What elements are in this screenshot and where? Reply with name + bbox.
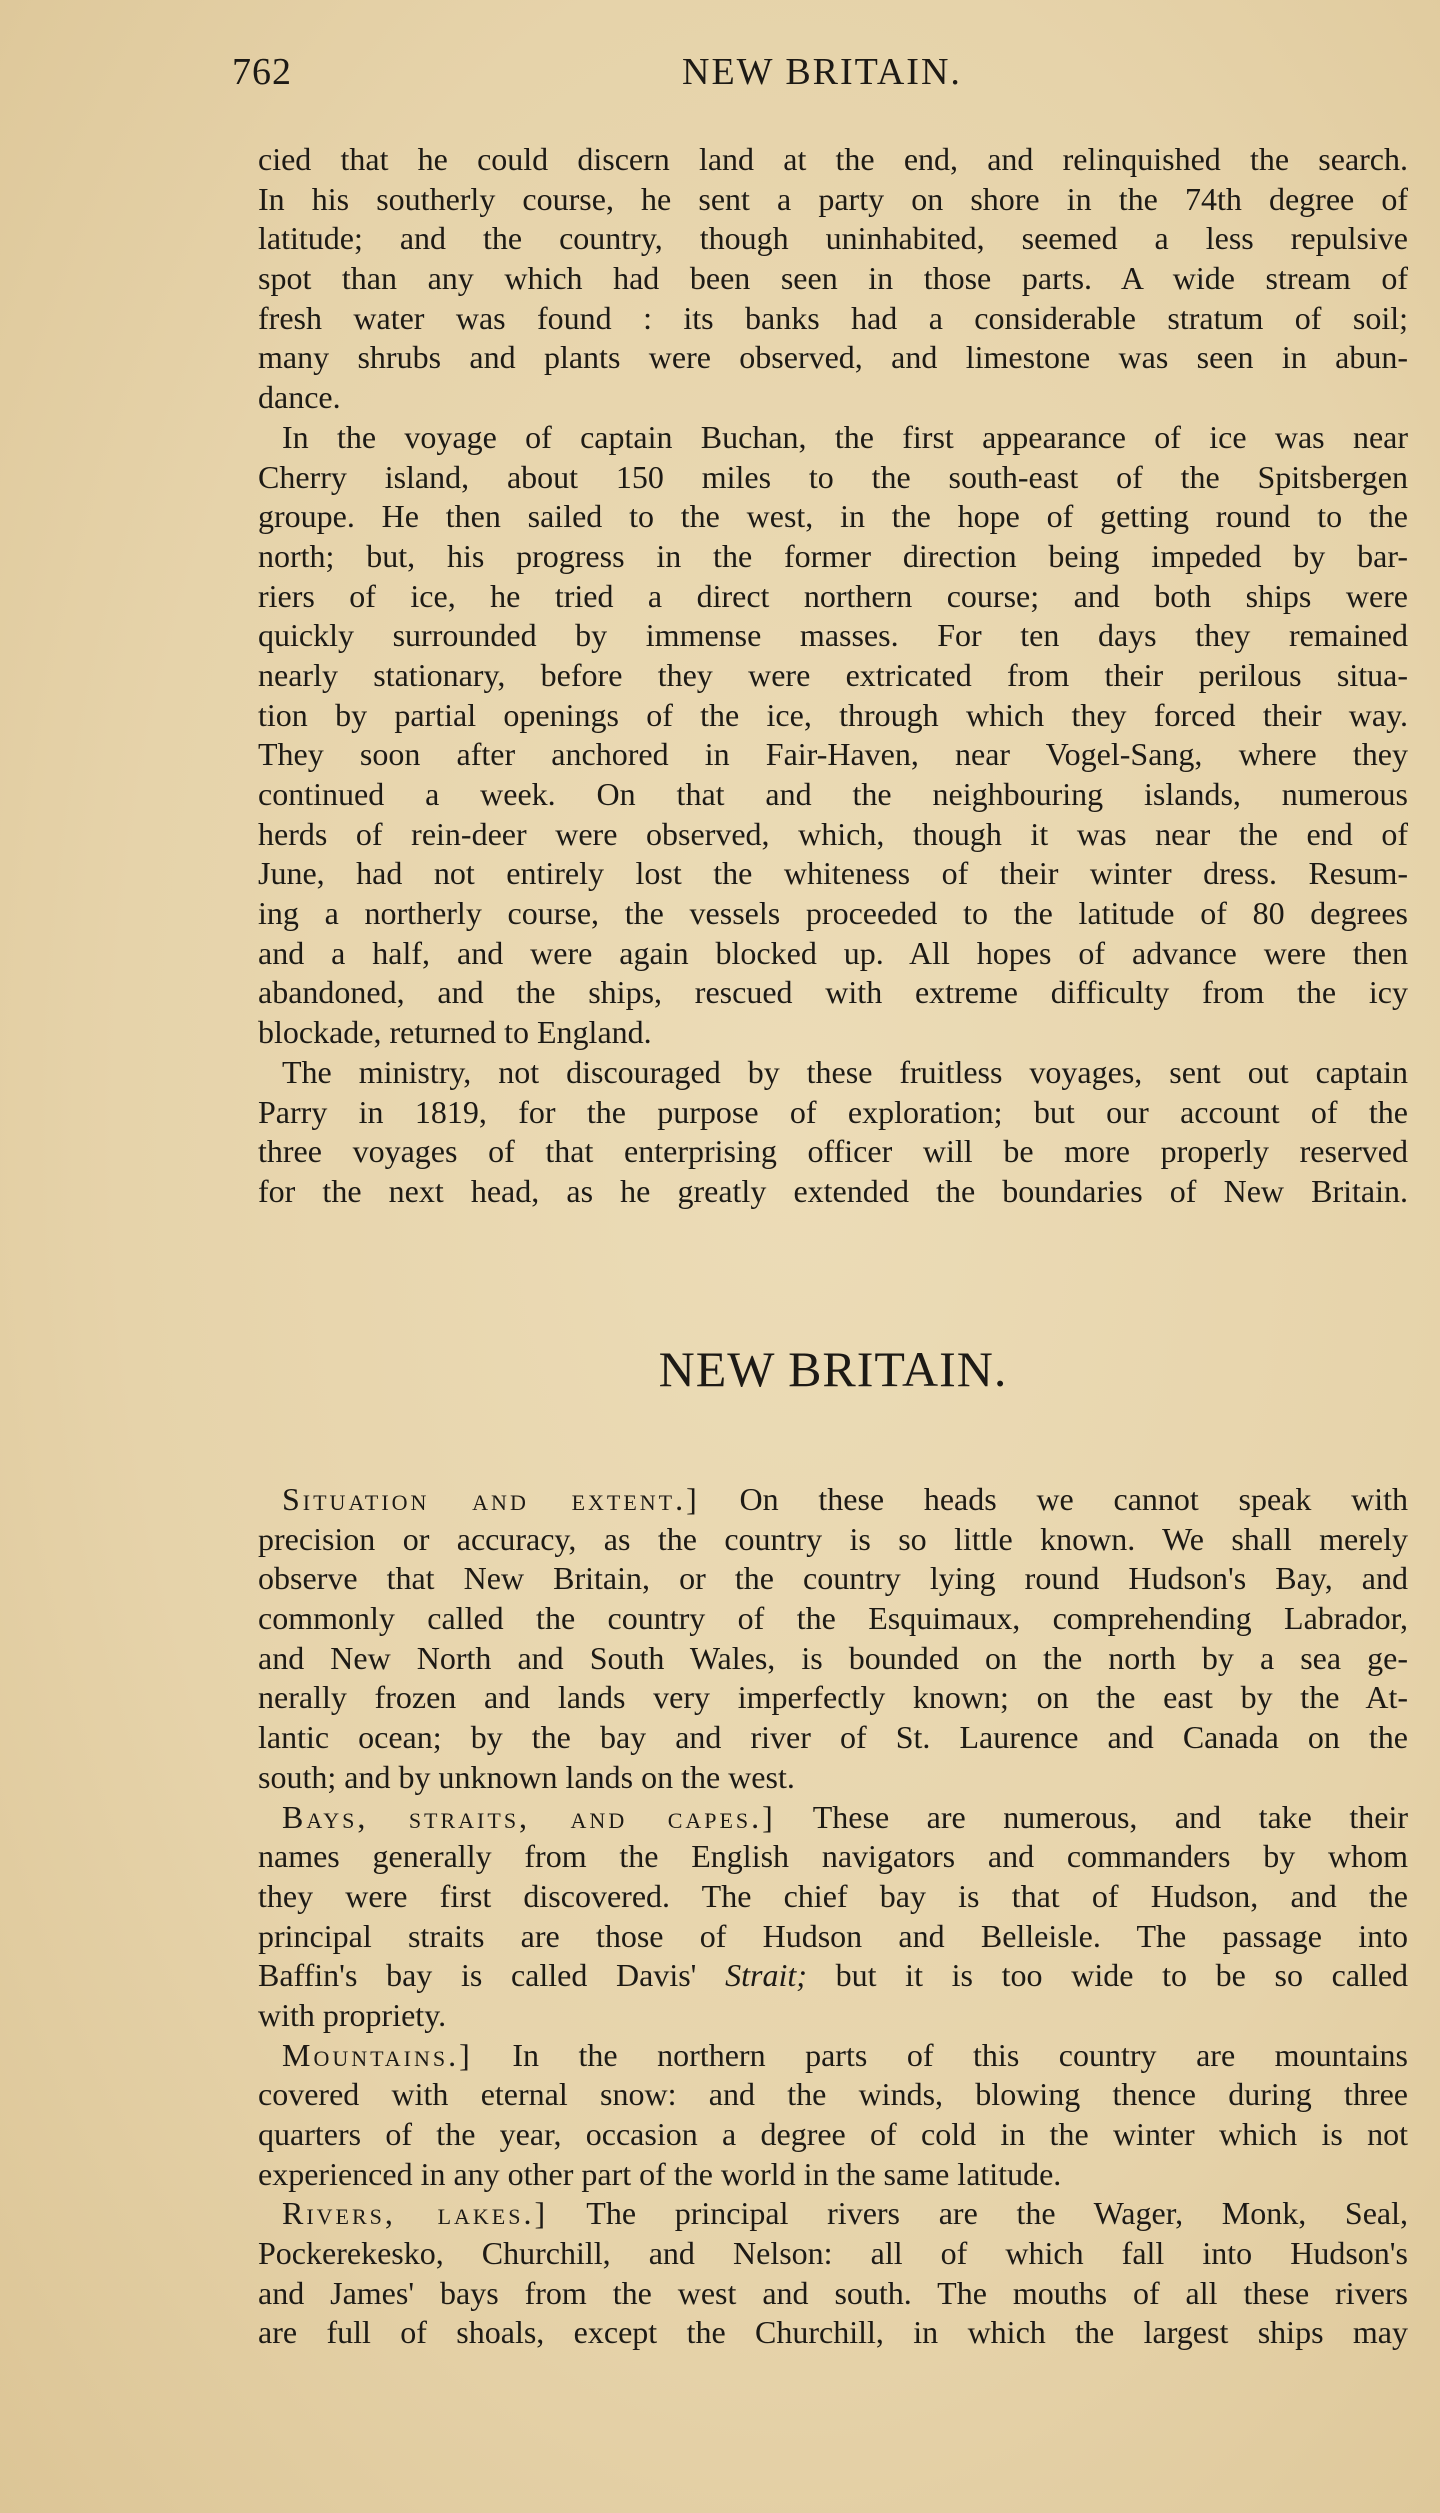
page-number: 762 [232, 51, 292, 93]
text-line: dance. [258, 379, 341, 416]
text-line: and New North and South Wales, is bounded on the north by a sea ge- [258, 1639, 1408, 1676]
text-block-voyages [258, 140, 1408, 1212]
side-heading: Bays, straits, and capes.] [282, 1798, 776, 1835]
text-line: They soon after anchored in Fair-Haven, near Vogel-Sang, where they [258, 736, 1408, 773]
text-line: riers of ice, he tried a direct northern course; and both ships were [258, 577, 1408, 614]
text-line: Situation and extent.] On these heads we cannot speak with [282, 1481, 1408, 1517]
text-line: In his southerly course, he sent a party on shore in the 74th degree of [258, 180, 1408, 217]
text-line: Parry in 1819, for the purpose of exploration; but our account of the [258, 1093, 1408, 1130]
text-line: The ministry, not discouraged by these fruitless voyages, sent out captain [282, 1053, 1408, 1090]
text-line: are full of shoals, except the Churchill, in which the largest ships may [258, 2314, 1408, 2351]
text-line: three voyages of that enterprising officer will be more properly reserved [258, 1133, 1408, 1170]
text-line: Baffin's bay is called Davis' Strait; but it is too wide to be so called [258, 1957, 1408, 1994]
text-line: cied that he could discern land at the end, and relinquished the search. [258, 141, 1408, 177]
text-line: experienced in any other part of the world in the same latitude. [258, 2155, 1062, 2192]
text-line: and James' bays from the west and south. The mouths of all these rivers [258, 2274, 1408, 2311]
text-line: quarters of the year, occasion a degree of cold in the winter which is not [258, 2116, 1408, 2152]
text-line: Cherry island, about 150 miles to the south-east of the Spitsbergen [258, 458, 1408, 495]
text-line: tion by partial openings of the ice, through which they forced their way. [258, 696, 1408, 733]
text-line: observe that New Britain, or the country lying round Hudson's Bay, and [258, 1560, 1408, 1597]
text-line: they were first discovered. The chief bay is that of Hudson, and the [258, 1877, 1408, 1914]
text-line: continued a week. On that and the neighbouring islands, numerous [258, 776, 1408, 812]
text-line: with propriety. [258, 1996, 447, 2033]
text-line: fresh water was found : its banks had a considerable stratum of soil; [258, 299, 1408, 336]
text-block-new-britain [258, 1480, 1408, 2353]
text-line: herds of rein-deer were observed, which, though it was near the end of [258, 815, 1408, 852]
text-line: nerally frozen and lands very imperfectly known; on the east by the At- [258, 1679, 1408, 1716]
running-title: NEW BRITAIN. [682, 51, 962, 93]
text-line: lantic ocean; by the bay and river of St. Laurence and Canada on the [258, 1719, 1408, 1756]
text-line: precision or accuracy, as the country is so little known. We shall merely [258, 1520, 1408, 1557]
text-line: nearly stationary, before they were extricated from their perilous situa- [258, 656, 1408, 693]
text-line: north; but, his progress in the former direction being impeded by bar- [258, 537, 1408, 574]
text-line: blockade, returned to England. [258, 1014, 652, 1051]
text-line: groupe. He then sailed to the west, in the hope of getting round to the [258, 498, 1408, 535]
running-head [232, 50, 1412, 100]
side-heading: Situation and extent.] [282, 1481, 700, 1517]
text-line: and a half, and were again blocked up. All hopes of advance were then [258, 934, 1408, 971]
text-line: spot than any which had been seen in those parts. A wide stream of [258, 260, 1408, 297]
text-line: In the voyage of captain Buchan, the first appearance of ice was near [282, 418, 1408, 455]
side-heading: Rivers, lakes.] [282, 2195, 549, 2232]
text-line: commonly called the country of the Esquimaux, comprehending Labrador, [258, 1600, 1408, 1637]
text-line: ing a northerly course, the vessels proceeded to the latitude of 80 degrees [258, 895, 1408, 932]
section-title: NEW BRITAIN. [658, 1341, 1008, 1397]
text-line: June, had not entirely lost the whiteness of their winter dress. Resum- [258, 855, 1408, 892]
text-line: covered with eternal snow: and the winds, blowing thence during three [258, 2076, 1408, 2113]
text-line: for the next head, as he greatly extended the boundaries of New Britain. [258, 1172, 1408, 1209]
text-line: Mountains.] In the northern parts of this country are mountains [282, 2036, 1408, 2073]
text-line: names generally from the English navigators and commanders by whom [258, 1838, 1408, 1875]
text-line: Rivers, lakes.] The principal rivers are the Wager, Monk, Seal, [282, 2195, 1408, 2232]
text-line: principal straits are those of Hudson and Belleisle. The passage into [258, 1917, 1408, 1954]
text-line: south; and by unknown lands on the west. [258, 1758, 795, 1795]
text-line: Bays, straits, and capes.] These are numerous, and take their [282, 1798, 1408, 1835]
side-heading: Mountains.] [282, 2036, 473, 2073]
text-line: many shrubs and plants were observed, and limestone was seen in abun- [258, 339, 1408, 376]
text-line: latitude; and the country, though uninhabited, seemed a less repulsive [258, 220, 1408, 257]
text-line: Pockerekesko, Churchill, and Nelson: all of which fall into Hudson's [258, 2235, 1408, 2272]
text-line: abandoned, and the ships, rescued with extreme difficulty from the icy [258, 974, 1408, 1011]
text-line: quickly surrounded by immense masses. For ten days they remained [258, 617, 1408, 654]
